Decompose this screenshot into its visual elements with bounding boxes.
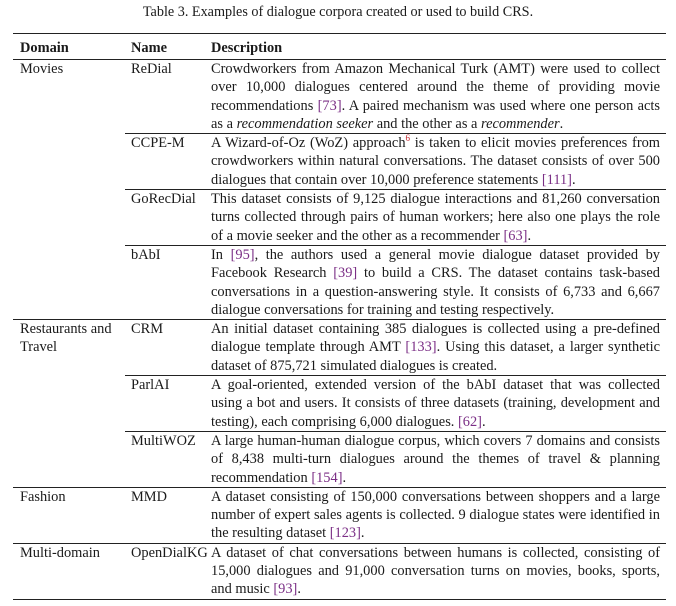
description-text: to build a CRS. The dataset contains task-based conversations in a question-answering style. It consists of 6,733 and 6,667 dialogue conversations for training and testing respectively. bbox=[211, 265, 660, 318]
description-text: A dataset of chat conversations between humans is collected, consisting of 15,000 dialogues and 91,000 conversation turns on movies, books, sports, and music bbox=[211, 544, 660, 598]
table-row bbox=[125, 245, 666, 319]
citation-link[interactable]: [62] bbox=[458, 413, 482, 430]
description-text: , the authors used a general movie dialogue dataset provided by Facebook Research bbox=[211, 246, 660, 282]
footnote-marker[interactable]: 6 bbox=[405, 133, 411, 144]
description-text: . bbox=[481, 413, 486, 430]
description-cell bbox=[211, 488, 666, 543]
dialogue-corpora-table bbox=[13, 33, 666, 600]
dataset-rows bbox=[125, 488, 666, 543]
description-text: A large human-human dialogue corpus, which covers 7 domains and consists of 8,438 multi-turn dialogues around the themes of travel & planning recommendation bbox=[211, 432, 660, 486]
dataset-name-cell: ReDial bbox=[131, 61, 172, 77]
dataset-name-cell: CCPE-M bbox=[131, 135, 185, 152]
table-row bbox=[125, 60, 666, 133]
description-text: In bbox=[211, 246, 231, 263]
table-row bbox=[125, 375, 666, 431]
description-text: Crowdworkers from Amazon Mechanical Turk (AMT) were used to collect over 10,000 dialogues centered around the theme of providing movie recommendations bbox=[211, 61, 660, 114]
dataset-name-cell: GoRecDial bbox=[131, 191, 196, 208]
table-row bbox=[125, 189, 666, 245]
description-text: . bbox=[571, 171, 576, 188]
description-text: . bbox=[527, 227, 532, 244]
description-text: . Using this dataset, a larger synthetic dataset of 875,721 simulated dialogues is created. bbox=[211, 339, 660, 374]
table-body bbox=[13, 60, 666, 599]
emphasized-text: recommender bbox=[481, 115, 560, 132]
description-text: . A paired mechanism was used where one person acts as a bbox=[211, 97, 660, 132]
citation-link[interactable]: [73] bbox=[317, 97, 342, 114]
table-row bbox=[125, 133, 666, 189]
citation-link[interactable]: [95] bbox=[230, 246, 255, 263]
table-caption: Table 3. Examples of dialogue corpora created or used to build CRS. bbox=[142, 4, 534, 20]
description-text: . bbox=[342, 469, 347, 486]
citation-link[interactable]: [39] bbox=[333, 265, 358, 282]
dataset-name-cell: OpenDialKG bbox=[131, 544, 208, 561]
description-text: This dataset consists of 9,125 dialogue interactions and 81,260 conversation turns collected through pairs of human workers; here also one plays the role of a movie seeker and the other as a recommender bbox=[211, 191, 660, 244]
citation-link[interactable]: [123] bbox=[329, 525, 361, 542]
description-text: and the other as a bbox=[373, 115, 481, 132]
dataset-name-cell: ParlAI bbox=[131, 377, 170, 394]
description-text: is taken to elicit movies preferences from crowdworkers within natural conversations. The dataset consists of over 500 dialogues that contain over 10,000 preference statements bbox=[211, 135, 660, 188]
description-text: A dataset consisting of 150,000 conversations between shoppers and a large number of expert sales agents is collected. 9 dialogue states were identified in the resulting dataset bbox=[211, 488, 660, 542]
domain-group bbox=[13, 543, 666, 599]
description-cell bbox=[211, 134, 666, 189]
citation-link[interactable]: [63] bbox=[503, 227, 528, 244]
dataset-name-cell: bAbI bbox=[131, 246, 161, 263]
header-name: Name bbox=[131, 40, 167, 56]
dataset-name-cell: MultiWOZ bbox=[131, 432, 196, 449]
description-cell bbox=[211, 246, 666, 319]
header-description: Description bbox=[211, 40, 283, 56]
dataset-rows bbox=[125, 544, 666, 599]
description-cell bbox=[211, 60, 666, 133]
description-text: An initial dataset containing 385 dialogues is collected using a pre-defined dialogue template through AMT bbox=[211, 321, 660, 356]
citation-link[interactable]: [111] bbox=[541, 171, 572, 188]
domain-cell: Fashion bbox=[20, 488, 66, 505]
table-row bbox=[125, 544, 666, 599]
table-row bbox=[125, 320, 666, 375]
header-domain: Domain bbox=[20, 40, 69, 56]
description-text: A Wizard-of-Oz (WoZ) approach bbox=[211, 135, 406, 152]
emphasized-text: recommendation seeker bbox=[236, 115, 374, 132]
dataset-name-cell: MMD bbox=[131, 488, 167, 505]
description-text: A goal-oriented, extended version of the bAbI dataset that was collected using a bot and users. It consists of three datasets (training, development and testing), each comprising 6,000 dialogues. bbox=[211, 377, 660, 430]
description-cell bbox=[211, 376, 666, 431]
description-cell bbox=[211, 432, 666, 487]
domain-group bbox=[13, 319, 666, 487]
citation-link[interactable]: [133] bbox=[405, 339, 437, 356]
domain-group bbox=[13, 487, 666, 543]
domain-cell: Restaurants and Travel bbox=[20, 321, 112, 356]
citation-link[interactable]: [154] bbox=[311, 469, 343, 486]
table-row bbox=[125, 488, 666, 543]
dataset-rows bbox=[125, 320, 666, 487]
description-cell bbox=[211, 320, 666, 375]
domain-cell: Multi-domain bbox=[20, 544, 100, 561]
dataset-name-cell: CRM bbox=[131, 321, 163, 338]
citation-link[interactable]: [93] bbox=[273, 581, 298, 598]
table-row bbox=[125, 431, 666, 487]
table-header-row bbox=[13, 34, 666, 60]
description-text: . bbox=[559, 115, 564, 132]
description-text: . bbox=[360, 525, 365, 542]
dataset-rows bbox=[125, 60, 666, 319]
description-cell bbox=[211, 190, 666, 245]
description-cell bbox=[211, 544, 666, 599]
description-text: . bbox=[297, 581, 301, 598]
domain-group bbox=[13, 60, 666, 319]
domain-cell: Movies bbox=[20, 61, 64, 77]
